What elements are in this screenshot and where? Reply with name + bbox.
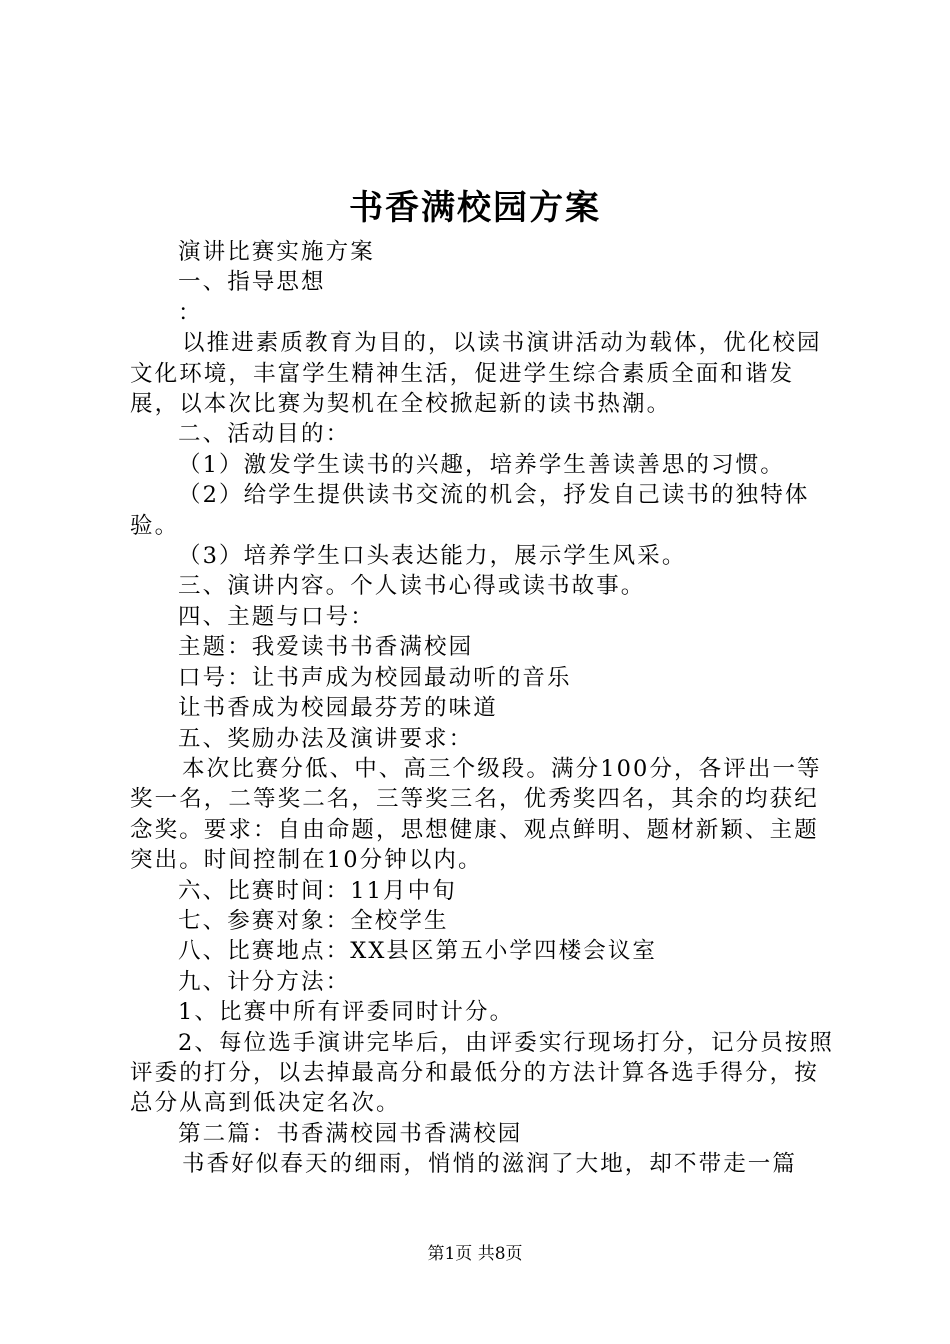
paragraph-theme: 主题：我爱读书书香满校园 bbox=[178, 634, 474, 661]
paragraph-awards: 本次比赛分低、中、高三个级段。满分100分，各评出一等奖一名，二等奖二名，三等奖三名，优秀奖四名，其余的均获纪念奖。要求：自由命题，思想健康、观点鲜明、题材新颖、主题突出。时间控制在10分钟以内。 bbox=[130, 755, 822, 874]
list-item-purpose-1: （1）激发学生读书的兴趣，培养学生善读善思的习惯。 bbox=[178, 451, 785, 478]
list-item-purpose-3: （3）培养学生口头表达能力，展示学生风采。 bbox=[178, 543, 687, 570]
heading-awards: 五、奖励办法及演讲要求： bbox=[178, 725, 474, 752]
paragraph-colon: ： bbox=[178, 299, 203, 326]
paragraph-guiding-thought: 以推进素质教育为目的，以读书演讲活动为载体，优化校园文化环境，丰富学生精神生活，促进学生综合素质全面和谐发展，以本次比赛为契机在全校掀起新的读书热潮。 bbox=[130, 330, 822, 418]
heading-speech-content: 三、演讲内容。个人读书心得或读书故事。 bbox=[178, 573, 646, 600]
document-title: 书香满校园方案 bbox=[349, 188, 601, 228]
heading-time: 六、比赛时间：11月中旬 bbox=[178, 877, 457, 904]
document-body bbox=[130, 237, 838, 1180]
list-item-scoring-1: 1、比赛中所有评委同时计分。 bbox=[178, 999, 515, 1026]
heading-activity-purpose: 二、活动目的： bbox=[178, 421, 351, 448]
heading-participants: 七、参赛对象：全校学生 bbox=[178, 907, 449, 934]
paragraph-subtitle: 演讲比赛实施方案 bbox=[178, 239, 375, 265]
heading-theme-slogan: 四、主题与口号： bbox=[178, 603, 375, 630]
heading-guiding-thought: 一、指导思想 bbox=[178, 269, 326, 296]
paragraph-slogan: 口号：让书声成为校园最动听的音乐 bbox=[178, 664, 572, 691]
list-item-scoring-2: 2、每位选手演讲完毕后，由评委实行现场打分，记分员按照评委的打分，以去掉最高分和最低分的方法计算各选手得分，按总分从高到低决定名次。 bbox=[130, 1029, 835, 1117]
heading-second-article: 第二篇：书香满校园书香满校园 bbox=[178, 1120, 523, 1147]
list-item-purpose-2: （2）给学生提供读书交流的机会，抒发自己读书的独特体验。 bbox=[130, 482, 810, 539]
paragraph-second-article: 书香好似春天的细雨，悄悄的滋润了大地，却不带走一篇 bbox=[182, 1151, 798, 1178]
page-number: 第1页 共8页 bbox=[427, 1244, 523, 1264]
heading-scoring: 九、计分方法： bbox=[178, 968, 351, 995]
heading-venue: 八、比赛地点：XX县区第五小学四楼会议室 bbox=[178, 938, 658, 965]
paragraph-slogan-2: 让书香成为校园最芬芳的味道 bbox=[178, 695, 498, 722]
